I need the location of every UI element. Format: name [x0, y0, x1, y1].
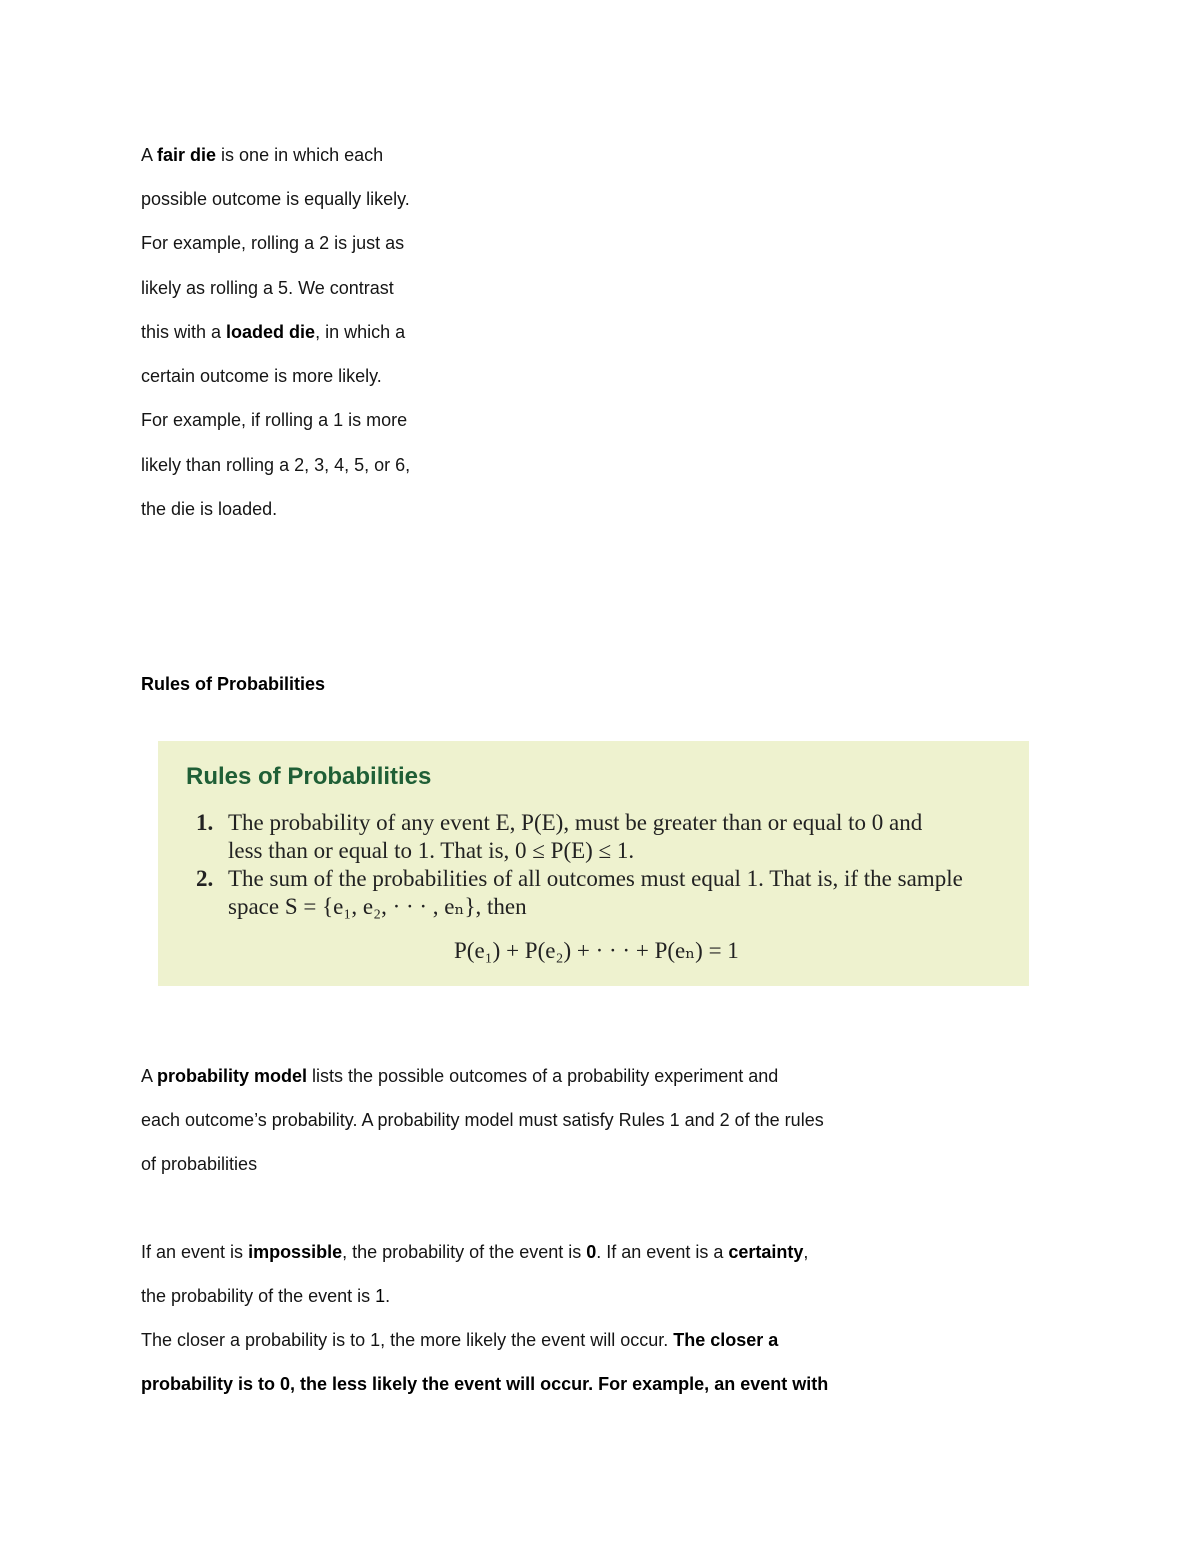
text: the probability of the event is: [141, 1286, 376, 1306]
rule-text: The probability of any event E, P(E), must be greater than or equal to 0 and: [228, 810, 923, 835]
impossible-line-2: [141, 1285, 390, 1307]
text: A: [141, 1066, 158, 1086]
rule-2-cont: space S = {e₁, e₂, · · · , eₙ}, then: [228, 894, 527, 919]
rule-number: 2.: [196, 866, 214, 891]
text: , in which a: [315, 322, 406, 342]
intro-line-8: likely than rolling a 2, 3, 4, 5, or 6,: [141, 455, 411, 475]
text: If an event is: [141, 1242, 249, 1262]
intro-line-5: [141, 321, 405, 343]
text: . If an event is a: [596, 1242, 729, 1262]
bold-text: The closer a: [673, 1330, 779, 1350]
impossible-line-3: [141, 1329, 778, 1351]
text: .: [385, 1286, 391, 1306]
model-line-3: of probabilities: [141, 1154, 258, 1174]
text: this with a: [141, 322, 227, 342]
model-line-2: each outcome’s probability. A probability model must satisfy Rules 1 and 2 of the rules: [141, 1110, 824, 1130]
text: lists the possible outcomes of a probability experiment and: [307, 1066, 779, 1086]
rule-text: The sum of the probabilities of all outcomes must equal 1. That is, if the sample: [228, 866, 963, 891]
intro-line-6: certain outcome is more likely.: [141, 366, 382, 386]
rules-box-title: Rules of Probabilities: [186, 763, 432, 790]
value-one: 1: [375, 1286, 386, 1306]
intro-line-9: the die is loaded.: [141, 499, 278, 519]
text: , the probability of the event is: [342, 1242, 587, 1262]
text: A: [141, 145, 158, 165]
term-certainty: certainty: [728, 1242, 804, 1262]
term-fair-die: fair die: [157, 145, 217, 165]
text: ,: [803, 1242, 809, 1262]
term-impossible: impossible: [248, 1242, 343, 1262]
intro-line-2: possible outcome is equally likely.: [141, 189, 410, 209]
rule-2: [196, 865, 963, 893]
intro-line-1: [141, 144, 383, 166]
section-heading: Rules of Probabilities: [141, 674, 326, 694]
rule-1-cont: less than or equal to 1. That is, 0 ≤ P(E) ≤ 1.: [228, 838, 635, 863]
impossible-line-1: [141, 1241, 808, 1263]
intro-line-3: For example, rolling a 2 is just as: [141, 233, 405, 253]
model-line-1: [141, 1065, 778, 1087]
sum-formula: P(e₁) + P(e₂) + · · · + P(eₙ) = 1: [454, 938, 739, 963]
value-zero: 0: [586, 1242, 597, 1262]
text: The closer a probability is to 1, the more likely the event will occur.: [141, 1330, 674, 1350]
intro-line-7: For example, if rolling a 1 is more: [141, 410, 408, 430]
rule-number: 1.: [196, 810, 214, 835]
intro-line-4: likely as rolling a 5. We contrast: [141, 278, 394, 298]
text: is one in which each: [216, 145, 384, 165]
term-loaded-die: loaded die: [226, 322, 316, 342]
rule-1: [196, 809, 922, 837]
term-probability-model: probability model: [157, 1066, 308, 1086]
impossible-line-4: probability is to 0, the less likely the event will occur. For example, an event with: [141, 1374, 829, 1394]
rules-box-image: [158, 741, 1029, 986]
